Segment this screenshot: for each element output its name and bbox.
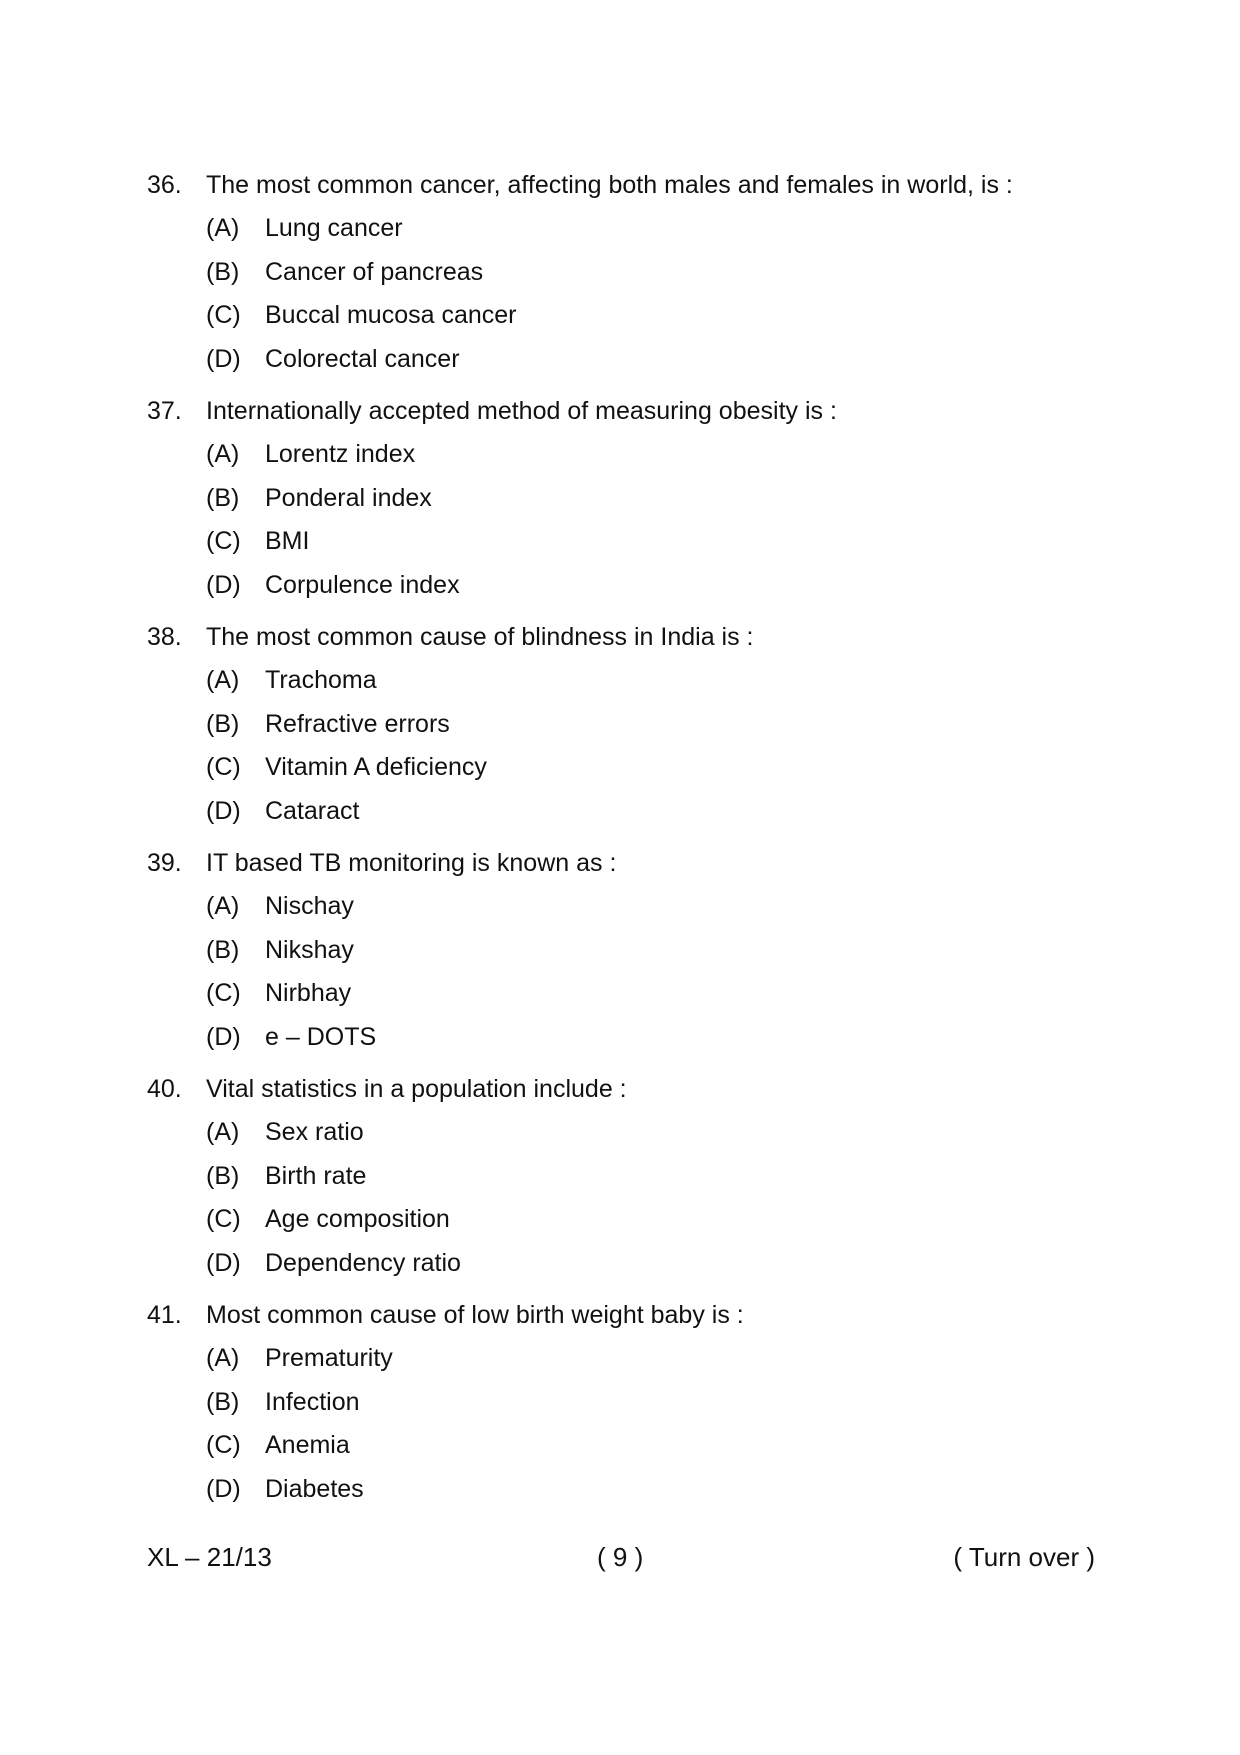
page-number: ( 9 ) bbox=[597, 1542, 644, 1572]
option-letter: (C) bbox=[206, 301, 241, 330]
question-text: Most common cause of low birth weight baby is : bbox=[206, 1301, 744, 1329]
option-d bbox=[147, 790, 1127, 834]
option-c bbox=[147, 1424, 1127, 1468]
option-letter: (A) bbox=[206, 892, 240, 921]
option-c bbox=[147, 746, 1127, 790]
option-letter: (D) bbox=[206, 570, 241, 599]
option-text: Buccal mucosa cancer bbox=[265, 301, 517, 330]
question-number: 39. bbox=[147, 849, 182, 877]
option-text: Ponderal index bbox=[265, 483, 432, 512]
option-text: Nikshay bbox=[265, 935, 354, 964]
question-stem bbox=[147, 1294, 1127, 1337]
question-text: The most common cancer, affecting both males and females in world, is : bbox=[206, 171, 1013, 199]
option-text: Corpulence index bbox=[265, 570, 460, 599]
option-d bbox=[147, 1016, 1127, 1060]
question-40 bbox=[147, 1068, 1127, 1285]
option-text: Refractive errors bbox=[265, 709, 450, 738]
option-letter: (B) bbox=[206, 1161, 240, 1190]
option-letter: (C) bbox=[206, 979, 241, 1008]
option-text: Birth rate bbox=[265, 1161, 367, 1190]
option-letter: (C) bbox=[206, 527, 241, 556]
option-letter: (C) bbox=[206, 1205, 241, 1234]
option-text: Diabetes bbox=[265, 1474, 364, 1503]
option-b bbox=[147, 251, 1127, 295]
option-a bbox=[147, 1337, 1127, 1381]
option-text: Dependency ratio bbox=[265, 1248, 461, 1277]
option-letter: (A) bbox=[206, 1344, 240, 1373]
option-a bbox=[147, 659, 1127, 703]
option-letter: (A) bbox=[206, 666, 240, 695]
option-letter: (C) bbox=[206, 753, 241, 782]
option-a bbox=[147, 885, 1127, 929]
option-b bbox=[147, 703, 1127, 747]
option-text: Nischay bbox=[265, 892, 354, 921]
option-c bbox=[147, 972, 1127, 1016]
question-text: Internationally accepted method of measuring obesity is : bbox=[206, 397, 837, 425]
question-stem bbox=[147, 842, 1127, 885]
option-text: Colorectal cancer bbox=[265, 344, 460, 373]
option-d bbox=[147, 338, 1127, 382]
option-letter: (D) bbox=[206, 796, 241, 825]
turn-over-note: ( Turn over ) bbox=[953, 1542, 1095, 1572]
question-stem bbox=[147, 390, 1127, 433]
option-text: Trachoma bbox=[265, 666, 377, 695]
question-stem bbox=[147, 1068, 1127, 1111]
question-number: 40. bbox=[147, 1075, 182, 1103]
option-letter: (A) bbox=[206, 440, 240, 469]
question-number: 36. bbox=[147, 171, 182, 199]
question-number: 37. bbox=[147, 397, 182, 425]
question-stem bbox=[147, 164, 1127, 207]
option-letter: (C) bbox=[206, 1431, 241, 1460]
option-letter: (D) bbox=[206, 1022, 241, 1051]
question-text: Vital statistics in a population include : bbox=[206, 1075, 627, 1103]
question-39 bbox=[147, 842, 1127, 1059]
option-text: Anemia bbox=[265, 1431, 350, 1460]
option-letter: (A) bbox=[206, 214, 240, 243]
option-text: Lung cancer bbox=[265, 214, 403, 243]
option-c bbox=[147, 520, 1127, 564]
option-letter: (B) bbox=[206, 709, 240, 738]
question-37 bbox=[147, 390, 1127, 607]
option-a bbox=[147, 433, 1127, 477]
option-text: Prematurity bbox=[265, 1344, 393, 1373]
option-text: Cataract bbox=[265, 796, 360, 825]
option-text: Infection bbox=[265, 1387, 360, 1416]
option-text: Nirbhay bbox=[265, 979, 352, 1008]
question-38 bbox=[147, 616, 1127, 833]
question-text: The most common cause of blindness in India is : bbox=[206, 623, 754, 651]
question-number: 38. bbox=[147, 623, 182, 651]
question-text: IT based TB monitoring is known as : bbox=[206, 849, 617, 877]
question-number: 41. bbox=[147, 1301, 182, 1329]
option-text: e – DOTS bbox=[265, 1022, 377, 1051]
page-footer bbox=[147, 1542, 1095, 1584]
option-d bbox=[147, 564, 1127, 608]
option-text: BMI bbox=[265, 527, 310, 556]
option-b bbox=[147, 929, 1127, 973]
option-a bbox=[147, 207, 1127, 251]
question-41 bbox=[147, 1294, 1127, 1511]
option-b bbox=[147, 1155, 1127, 1199]
paper-code: XL – 21/13 bbox=[147, 1542, 272, 1572]
option-a bbox=[147, 1111, 1127, 1155]
option-letter: (B) bbox=[206, 935, 240, 964]
option-letter: (D) bbox=[206, 1474, 241, 1503]
option-text: Age composition bbox=[265, 1205, 450, 1234]
option-text: Cancer of pancreas bbox=[265, 257, 484, 286]
question-36 bbox=[147, 164, 1127, 381]
option-c bbox=[147, 1198, 1127, 1242]
option-text: Sex ratio bbox=[265, 1118, 364, 1147]
option-letter: (B) bbox=[206, 483, 240, 512]
option-text: Vitamin A deficiency bbox=[265, 753, 487, 782]
option-letter: (A) bbox=[206, 1118, 240, 1147]
option-letter: (B) bbox=[206, 257, 240, 286]
option-letter: (B) bbox=[206, 1387, 240, 1416]
option-d bbox=[147, 1468, 1127, 1512]
option-b bbox=[147, 477, 1127, 521]
option-d bbox=[147, 1242, 1127, 1286]
option-c bbox=[147, 294, 1127, 338]
option-letter: (D) bbox=[206, 344, 241, 373]
option-letter: (D) bbox=[206, 1248, 241, 1277]
question-list bbox=[147, 164, 1127, 1520]
option-b bbox=[147, 1381, 1127, 1425]
question-stem bbox=[147, 616, 1127, 659]
option-text: Lorentz index bbox=[265, 440, 416, 469]
